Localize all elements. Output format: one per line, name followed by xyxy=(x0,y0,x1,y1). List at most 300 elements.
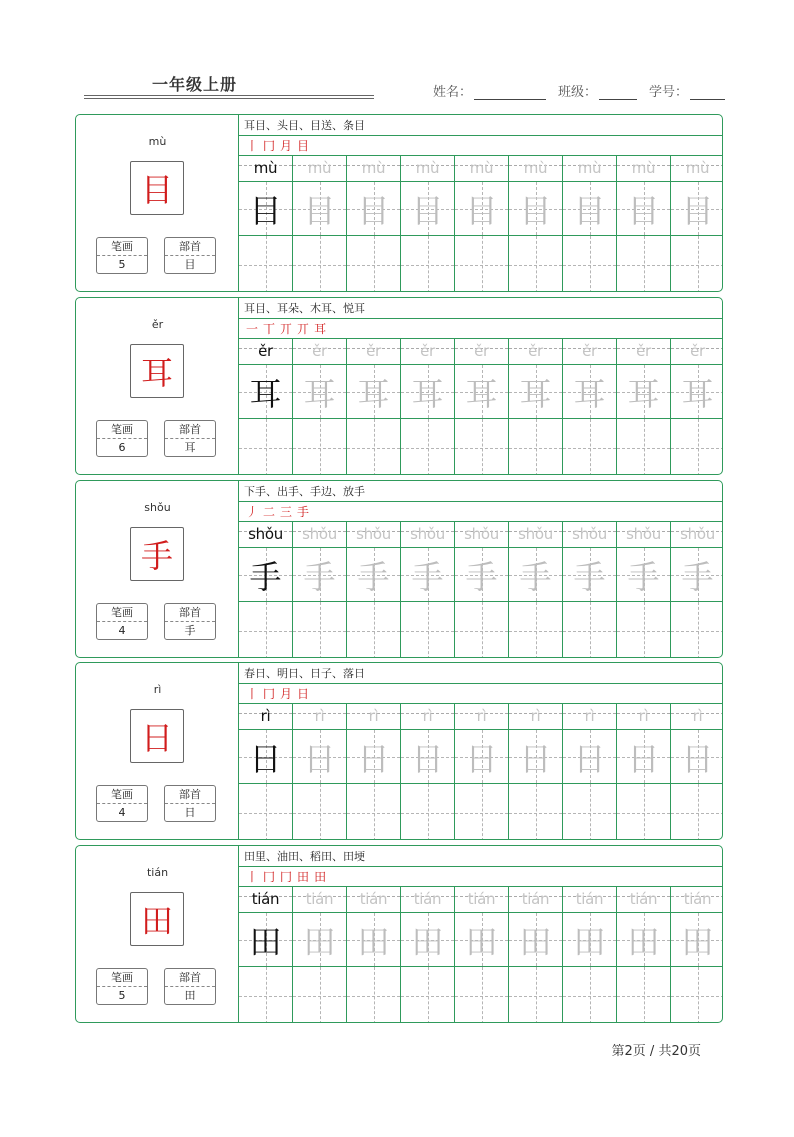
character-trace: 目 xyxy=(627,191,660,230)
blank-practice-cell[interactable] xyxy=(239,784,293,840)
pinyin-cell[interactable] xyxy=(509,156,563,182)
pinyin-cell[interactable] xyxy=(293,339,347,365)
practice-grid xyxy=(239,887,723,1023)
character-trace: 手 xyxy=(303,557,336,596)
pinyin-trace: shǒu xyxy=(410,525,445,543)
character-trace-cell[interactable] xyxy=(455,365,509,419)
character-trace: 日 xyxy=(519,739,552,778)
practice-panel xyxy=(239,115,723,291)
pinyin-trace: ěr xyxy=(474,342,489,360)
character-trace-cell[interactable] xyxy=(239,548,293,602)
blank-practice-cell[interactable] xyxy=(401,419,455,475)
character-trace-cell[interactable] xyxy=(239,913,293,967)
radical-label: 部首 xyxy=(165,786,215,804)
stroke-count-box xyxy=(96,785,148,822)
blank-practice-cell[interactable] xyxy=(239,236,293,292)
pinyin-cell[interactable] xyxy=(509,522,563,548)
blank-practice-cell[interactable] xyxy=(563,967,617,1023)
pinyin-cell[interactable] xyxy=(563,887,617,913)
character-trace-cell[interactable] xyxy=(401,730,455,784)
blank-practice-cell[interactable] xyxy=(617,236,671,292)
pinyin-cell[interactable] xyxy=(293,887,347,913)
stroke-step: 耳 xyxy=(314,322,327,336)
title-underline xyxy=(84,98,374,99)
pinyin-cell[interactable] xyxy=(563,339,617,365)
stroke-count-label: 笔画 xyxy=(97,604,147,622)
character-trace-cell[interactable] xyxy=(671,365,723,419)
character-trace-cell[interactable] xyxy=(671,548,723,602)
character-trace: 手 xyxy=(465,557,498,596)
pinyin-cell[interactable] xyxy=(347,156,401,182)
blank-practice-cell[interactable] xyxy=(401,784,455,840)
blank-practice-cell[interactable] xyxy=(401,602,455,658)
stroke-count-value: 5 xyxy=(118,258,126,271)
character-trace: 日 xyxy=(357,739,390,778)
character-trace-cell[interactable] xyxy=(671,913,723,967)
pinyin-cell[interactable] xyxy=(617,704,671,730)
radical-label: 部首 xyxy=(165,238,215,256)
pinyin-trace: rì xyxy=(368,707,379,725)
blank-practice-cell[interactable] xyxy=(671,236,723,292)
stroke-step: 丿 xyxy=(246,505,259,519)
pinyin-cell[interactable] xyxy=(617,522,671,548)
worksheet-title: 一年级上册 xyxy=(152,75,238,94)
character-trace: 日 xyxy=(411,739,444,778)
pinyin-trace: mù xyxy=(631,159,656,177)
stroke-step: 日 xyxy=(297,687,310,701)
character-trace-cell[interactable] xyxy=(455,548,509,602)
character-pinyin: shǒu xyxy=(144,501,171,514)
blank-practice-cell[interactable] xyxy=(509,784,563,840)
character-trace-cell[interactable] xyxy=(509,730,563,784)
character-trace: 田 xyxy=(573,922,606,961)
radical-value: 手 xyxy=(184,624,196,637)
radical-label: 部首 xyxy=(165,604,215,622)
blank-practice-cell[interactable] xyxy=(563,602,617,658)
character-info-panel xyxy=(76,663,239,839)
example-words: 田里、油田、稻田、田埂 xyxy=(239,846,723,867)
pinyin-cell[interactable] xyxy=(239,704,293,730)
character-trace-cell[interactable] xyxy=(617,548,671,602)
blank-practice-cell[interactable] xyxy=(563,236,617,292)
student-info-fields xyxy=(433,81,725,100)
character-trace: 目 xyxy=(303,191,336,230)
stroke-step: 丌 xyxy=(280,322,293,336)
character-trace-cell[interactable] xyxy=(347,548,401,602)
pinyin-trace: mù xyxy=(307,159,332,177)
character-trace-cell[interactable] xyxy=(563,365,617,419)
pinyin-cell[interactable] xyxy=(509,887,563,913)
character-trace-cell[interactable] xyxy=(455,913,509,967)
character-trace-cell[interactable] xyxy=(563,548,617,602)
character-info-panel xyxy=(76,298,239,474)
pinyin-cell[interactable] xyxy=(401,339,455,365)
pinyin-cell[interactable] xyxy=(563,522,617,548)
class-label: 班级： xyxy=(558,85,598,100)
stroke-count-box xyxy=(96,603,148,640)
character-trace-cell[interactable] xyxy=(671,182,723,236)
practice-panel xyxy=(239,298,723,474)
character-trace: 目 xyxy=(465,191,498,230)
radical-value: 田 xyxy=(184,989,196,1002)
character-trace: 耳 xyxy=(627,374,660,413)
character-trace-cell[interactable] xyxy=(239,182,293,236)
pinyin-cell[interactable] xyxy=(293,156,347,182)
class-blank[interactable] xyxy=(599,86,637,100)
stroke-step: 一 xyxy=(246,322,259,336)
stroke-step: 二 xyxy=(263,505,276,519)
character-pinyin: mù xyxy=(148,135,167,148)
pinyin-cell[interactable] xyxy=(347,522,401,548)
number-label: 学号： xyxy=(649,85,689,100)
character-trace: 手 xyxy=(411,557,444,596)
character-trace: 耳 xyxy=(465,374,498,413)
pinyin-cell[interactable] xyxy=(617,887,671,913)
pinyin-cell[interactable] xyxy=(563,156,617,182)
blank-practice-cell[interactable] xyxy=(293,419,347,475)
page-number: 第2页 / 共20页 xyxy=(611,1044,701,1059)
pinyin-cell[interactable] xyxy=(401,704,455,730)
title-underline xyxy=(84,95,374,96)
blank-practice-cell[interactable] xyxy=(455,419,509,475)
stroke-count-box xyxy=(96,968,148,1005)
character-trace-cell[interactable] xyxy=(509,913,563,967)
radical-box xyxy=(164,237,216,274)
character-trace-cell[interactable] xyxy=(293,365,347,419)
character-trace-cell[interactable] xyxy=(347,913,401,967)
blank-practice-cell[interactable] xyxy=(455,967,509,1023)
practice-grid xyxy=(239,522,723,658)
blank-practice-cell[interactable] xyxy=(239,602,293,658)
character-trace: 日 xyxy=(249,739,282,778)
character-trace-cell[interactable] xyxy=(509,182,563,236)
character-trace-cell[interactable] xyxy=(347,365,401,419)
blank-practice-cell[interactable] xyxy=(293,236,347,292)
character-trace-cell[interactable] xyxy=(347,730,401,784)
character-trace: 手 xyxy=(519,557,552,596)
character-card xyxy=(75,114,723,292)
character-trace: 目 xyxy=(681,191,714,230)
character-trace: 手 xyxy=(357,557,390,596)
pinyin-cell[interactable] xyxy=(239,156,293,182)
blank-practice-cell[interactable] xyxy=(401,967,455,1023)
character-trace: 田 xyxy=(303,922,336,961)
pinyin-trace: mù xyxy=(577,159,602,177)
character-trace: 日 xyxy=(303,739,336,778)
pinyin-cell[interactable] xyxy=(671,887,723,913)
pinyin-cell[interactable] xyxy=(293,704,347,730)
stroke-count-value: 4 xyxy=(118,806,126,819)
name-label: 姓名： xyxy=(433,85,473,100)
character-trace: 田 xyxy=(519,922,552,961)
pinyin-cell[interactable] xyxy=(347,887,401,913)
name-blank[interactable] xyxy=(474,86,546,100)
character-trace: 日 xyxy=(573,739,606,778)
character-info-panel xyxy=(76,846,239,1022)
practice-panel xyxy=(239,846,723,1022)
blank-practice-cell[interactable] xyxy=(347,967,401,1023)
character-trace: 田 xyxy=(465,922,498,961)
character-info-panel xyxy=(76,481,239,657)
pinyin-cell[interactable] xyxy=(455,522,509,548)
character-card xyxy=(75,845,723,1023)
radical-value: 目 xyxy=(184,258,196,271)
stroke-order xyxy=(239,502,723,522)
character-display: 目 xyxy=(130,161,184,215)
pinyin-cell[interactable] xyxy=(617,156,671,182)
character-card xyxy=(75,297,723,475)
character-trace: 目 xyxy=(249,191,282,230)
pinyin-cell[interactable] xyxy=(239,339,293,365)
stroke-step: 田 xyxy=(314,870,327,884)
practice-grid xyxy=(239,339,723,475)
blank-practice-cell[interactable] xyxy=(671,419,723,475)
character-trace-cell[interactable] xyxy=(401,182,455,236)
pinyin-cell[interactable] xyxy=(239,887,293,913)
character-trace-cell[interactable] xyxy=(509,548,563,602)
pinyin-trace: shǒu xyxy=(626,525,661,543)
blank-practice-cell[interactable] xyxy=(509,419,563,475)
practice-panel xyxy=(239,663,723,839)
character-card xyxy=(75,662,723,840)
character-trace: 目 xyxy=(357,191,390,230)
pinyin-trace: shǒu xyxy=(518,525,553,543)
blank-practice-cell[interactable] xyxy=(401,236,455,292)
pinyin-trace: ěr xyxy=(690,342,705,360)
blank-practice-cell[interactable] xyxy=(347,602,401,658)
character-trace: 田 xyxy=(357,922,390,961)
blank-practice-cell[interactable] xyxy=(617,602,671,658)
blank-practice-cell[interactable] xyxy=(671,602,723,658)
stroke-step: 手 xyxy=(297,505,310,519)
pinyin-cell[interactable] xyxy=(239,522,293,548)
pinyin-cell[interactable] xyxy=(455,156,509,182)
pinyin-trace: tián xyxy=(467,890,496,908)
pinyin-trace: mù xyxy=(361,159,386,177)
radical-label: 部首 xyxy=(165,421,215,439)
character-trace-cell[interactable] xyxy=(617,913,671,967)
stroke-count-value: 6 xyxy=(118,441,126,454)
pinyin-trace: rì xyxy=(584,707,595,725)
character-trace: 日 xyxy=(681,739,714,778)
blank-practice-cell[interactable] xyxy=(347,419,401,475)
character-trace-cell[interactable] xyxy=(617,730,671,784)
character-trace-cell[interactable] xyxy=(617,365,671,419)
pinyin-trace: ěr xyxy=(366,342,381,360)
pinyin-trace: tián xyxy=(521,890,550,908)
blank-practice-cell[interactable] xyxy=(293,784,347,840)
pinyin-cell[interactable] xyxy=(401,887,455,913)
pinyin-cell[interactable] xyxy=(455,704,509,730)
blank-practice-cell[interactable] xyxy=(239,967,293,1023)
pinyin-trace: shǒu xyxy=(572,525,607,543)
pinyin-cell[interactable] xyxy=(455,339,509,365)
character-display: 手 xyxy=(130,527,184,581)
character-trace-cell[interactable] xyxy=(401,548,455,602)
character-trace-cell[interactable] xyxy=(347,182,401,236)
character-trace: 手 xyxy=(573,557,606,596)
character-trace: 目 xyxy=(519,191,552,230)
blank-practice-cell[interactable] xyxy=(347,236,401,292)
stroke-count-label: 笔画 xyxy=(97,786,147,804)
character-trace-cell[interactable] xyxy=(455,730,509,784)
pinyin-trace: ěr xyxy=(528,342,543,360)
pinyin-cell[interactable] xyxy=(401,522,455,548)
stroke-order xyxy=(239,867,723,887)
character-trace: 目 xyxy=(411,191,444,230)
blank-practice-cell[interactable] xyxy=(455,784,509,840)
character-trace: 田 xyxy=(411,922,444,961)
character-pinyin: rì xyxy=(153,683,162,696)
character-trace-cell[interactable] xyxy=(293,913,347,967)
stroke-step: 月 xyxy=(280,139,293,153)
pinyin-cell[interactable] xyxy=(293,522,347,548)
character-trace-cell[interactable] xyxy=(563,730,617,784)
character-pinyin: ěr xyxy=(151,318,164,331)
pinyin-cell[interactable] xyxy=(401,156,455,182)
pinyin-cell[interactable] xyxy=(671,156,723,182)
pinyin-cell[interactable] xyxy=(347,704,401,730)
character-trace: 耳 xyxy=(357,374,390,413)
stroke-count-value: 5 xyxy=(118,989,126,1002)
character-trace: 耳 xyxy=(573,374,606,413)
stroke-step: 丨 xyxy=(246,870,259,884)
character-trace: 手 xyxy=(681,557,714,596)
practice-grid xyxy=(239,156,723,292)
stroke-step: 冂 xyxy=(263,687,276,701)
stroke-step: 冂 xyxy=(263,139,276,153)
stroke-step: 月 xyxy=(280,687,293,701)
pinyin-trace: ěr xyxy=(312,342,327,360)
blank-practice-cell[interactable] xyxy=(509,236,563,292)
practice-grid xyxy=(239,704,723,840)
pinyin-cell[interactable] xyxy=(455,887,509,913)
pinyin-cell[interactable] xyxy=(671,704,723,730)
pinyin-cell[interactable] xyxy=(509,704,563,730)
pinyin-trace: ěr xyxy=(420,342,435,360)
stroke-order xyxy=(239,136,723,156)
character-trace-cell[interactable] xyxy=(455,182,509,236)
character-trace: 手 xyxy=(249,557,282,596)
practice-panel xyxy=(239,481,723,657)
pinyin-trace: tián xyxy=(413,890,442,908)
stroke-step: 丅 xyxy=(263,322,276,336)
example-words: 耳目、耳朵、木耳、悦耳 xyxy=(239,298,723,319)
pinyin-cell[interactable] xyxy=(509,339,563,365)
character-trace-cell[interactable] xyxy=(617,182,671,236)
pinyin-trace: shǒu xyxy=(302,525,337,543)
blank-practice-cell[interactable] xyxy=(563,419,617,475)
character-trace: 手 xyxy=(627,557,660,596)
blank-practice-cell[interactable] xyxy=(671,967,723,1023)
example-words: 耳目、头目、目送、条目 xyxy=(239,115,723,136)
radical-value: 耳 xyxy=(184,441,196,454)
character-trace-cell[interactable] xyxy=(293,548,347,602)
pinyin-trace: shǒu xyxy=(248,525,283,543)
character-trace-cell[interactable] xyxy=(401,365,455,419)
stroke-step: 目 xyxy=(297,139,310,153)
example-words: 春日、明日、日子、落日 xyxy=(239,663,723,684)
character-trace-cell[interactable] xyxy=(509,365,563,419)
radical-box xyxy=(164,603,216,640)
character-trace: 耳 xyxy=(411,374,444,413)
pinyin-trace: tián xyxy=(575,890,604,908)
pinyin-cell[interactable] xyxy=(671,522,723,548)
pinyin-trace: mù xyxy=(253,159,278,177)
character-trace: 目 xyxy=(573,191,606,230)
pinyin-trace: ěr xyxy=(258,342,273,360)
pinyin-trace: shǒu xyxy=(464,525,499,543)
character-trace: 田 xyxy=(249,922,282,961)
pinyin-trace: mù xyxy=(415,159,440,177)
blank-practice-cell[interactable] xyxy=(617,967,671,1023)
character-trace: 日 xyxy=(465,739,498,778)
pinyin-cell[interactable] xyxy=(563,704,617,730)
pinyin-trace: rì xyxy=(422,707,433,725)
character-trace-cell[interactable] xyxy=(293,730,347,784)
pinyin-trace: shǒu xyxy=(356,525,391,543)
pinyin-trace: rì xyxy=(314,707,325,725)
character-trace-cell[interactable] xyxy=(563,913,617,967)
stroke-step: 冂 xyxy=(263,870,276,884)
blank-practice-cell[interactable] xyxy=(509,602,563,658)
pinyin-trace: tián xyxy=(251,890,280,908)
number-blank[interactable] xyxy=(690,86,725,100)
blank-practice-cell[interactable] xyxy=(455,236,509,292)
character-trace-cell[interactable] xyxy=(239,730,293,784)
stroke-count-label: 笔画 xyxy=(97,969,147,987)
blank-practice-cell[interactable] xyxy=(239,419,293,475)
blank-practice-cell[interactable] xyxy=(617,784,671,840)
blank-practice-cell[interactable] xyxy=(455,602,509,658)
character-trace-cell[interactable] xyxy=(671,730,723,784)
blank-practice-cell[interactable] xyxy=(617,419,671,475)
stroke-count-label: 笔画 xyxy=(97,238,147,256)
character-trace: 耳 xyxy=(249,374,282,413)
character-trace-cell[interactable] xyxy=(239,365,293,419)
character-trace: 田 xyxy=(681,922,714,961)
blank-practice-cell[interactable] xyxy=(293,602,347,658)
pinyin-cell[interactable] xyxy=(617,339,671,365)
stroke-step: 三 xyxy=(280,505,293,519)
stroke-step: 冂 xyxy=(280,870,293,884)
pinyin-trace: tián xyxy=(683,890,712,908)
character-info-panel xyxy=(76,115,239,291)
stroke-step: 丨 xyxy=(246,687,259,701)
stroke-count-value: 4 xyxy=(118,624,126,637)
stroke-step: 丨 xyxy=(246,139,259,153)
pinyin-cell[interactable] xyxy=(347,339,401,365)
pinyin-trace: ěr xyxy=(582,342,597,360)
character-display: 田 xyxy=(130,892,184,946)
radical-box xyxy=(164,420,216,457)
blank-practice-cell[interactable] xyxy=(293,967,347,1023)
character-trace-cell[interactable] xyxy=(293,182,347,236)
character-trace-cell[interactable] xyxy=(563,182,617,236)
pinyin-cell[interactable] xyxy=(671,339,723,365)
character-trace-cell[interactable] xyxy=(401,913,455,967)
radical-box xyxy=(164,785,216,822)
radical-box xyxy=(164,968,216,1005)
stroke-step: 田 xyxy=(297,870,310,884)
example-words: 下手、出手、手边、放手 xyxy=(239,481,723,502)
blank-practice-cell[interactable] xyxy=(509,967,563,1023)
blank-practice-cell[interactable] xyxy=(347,784,401,840)
pinyin-trace: rì xyxy=(476,707,487,725)
blank-practice-cell[interactable] xyxy=(563,784,617,840)
blank-practice-cell[interactable] xyxy=(671,784,723,840)
pinyin-trace: mù xyxy=(685,159,710,177)
